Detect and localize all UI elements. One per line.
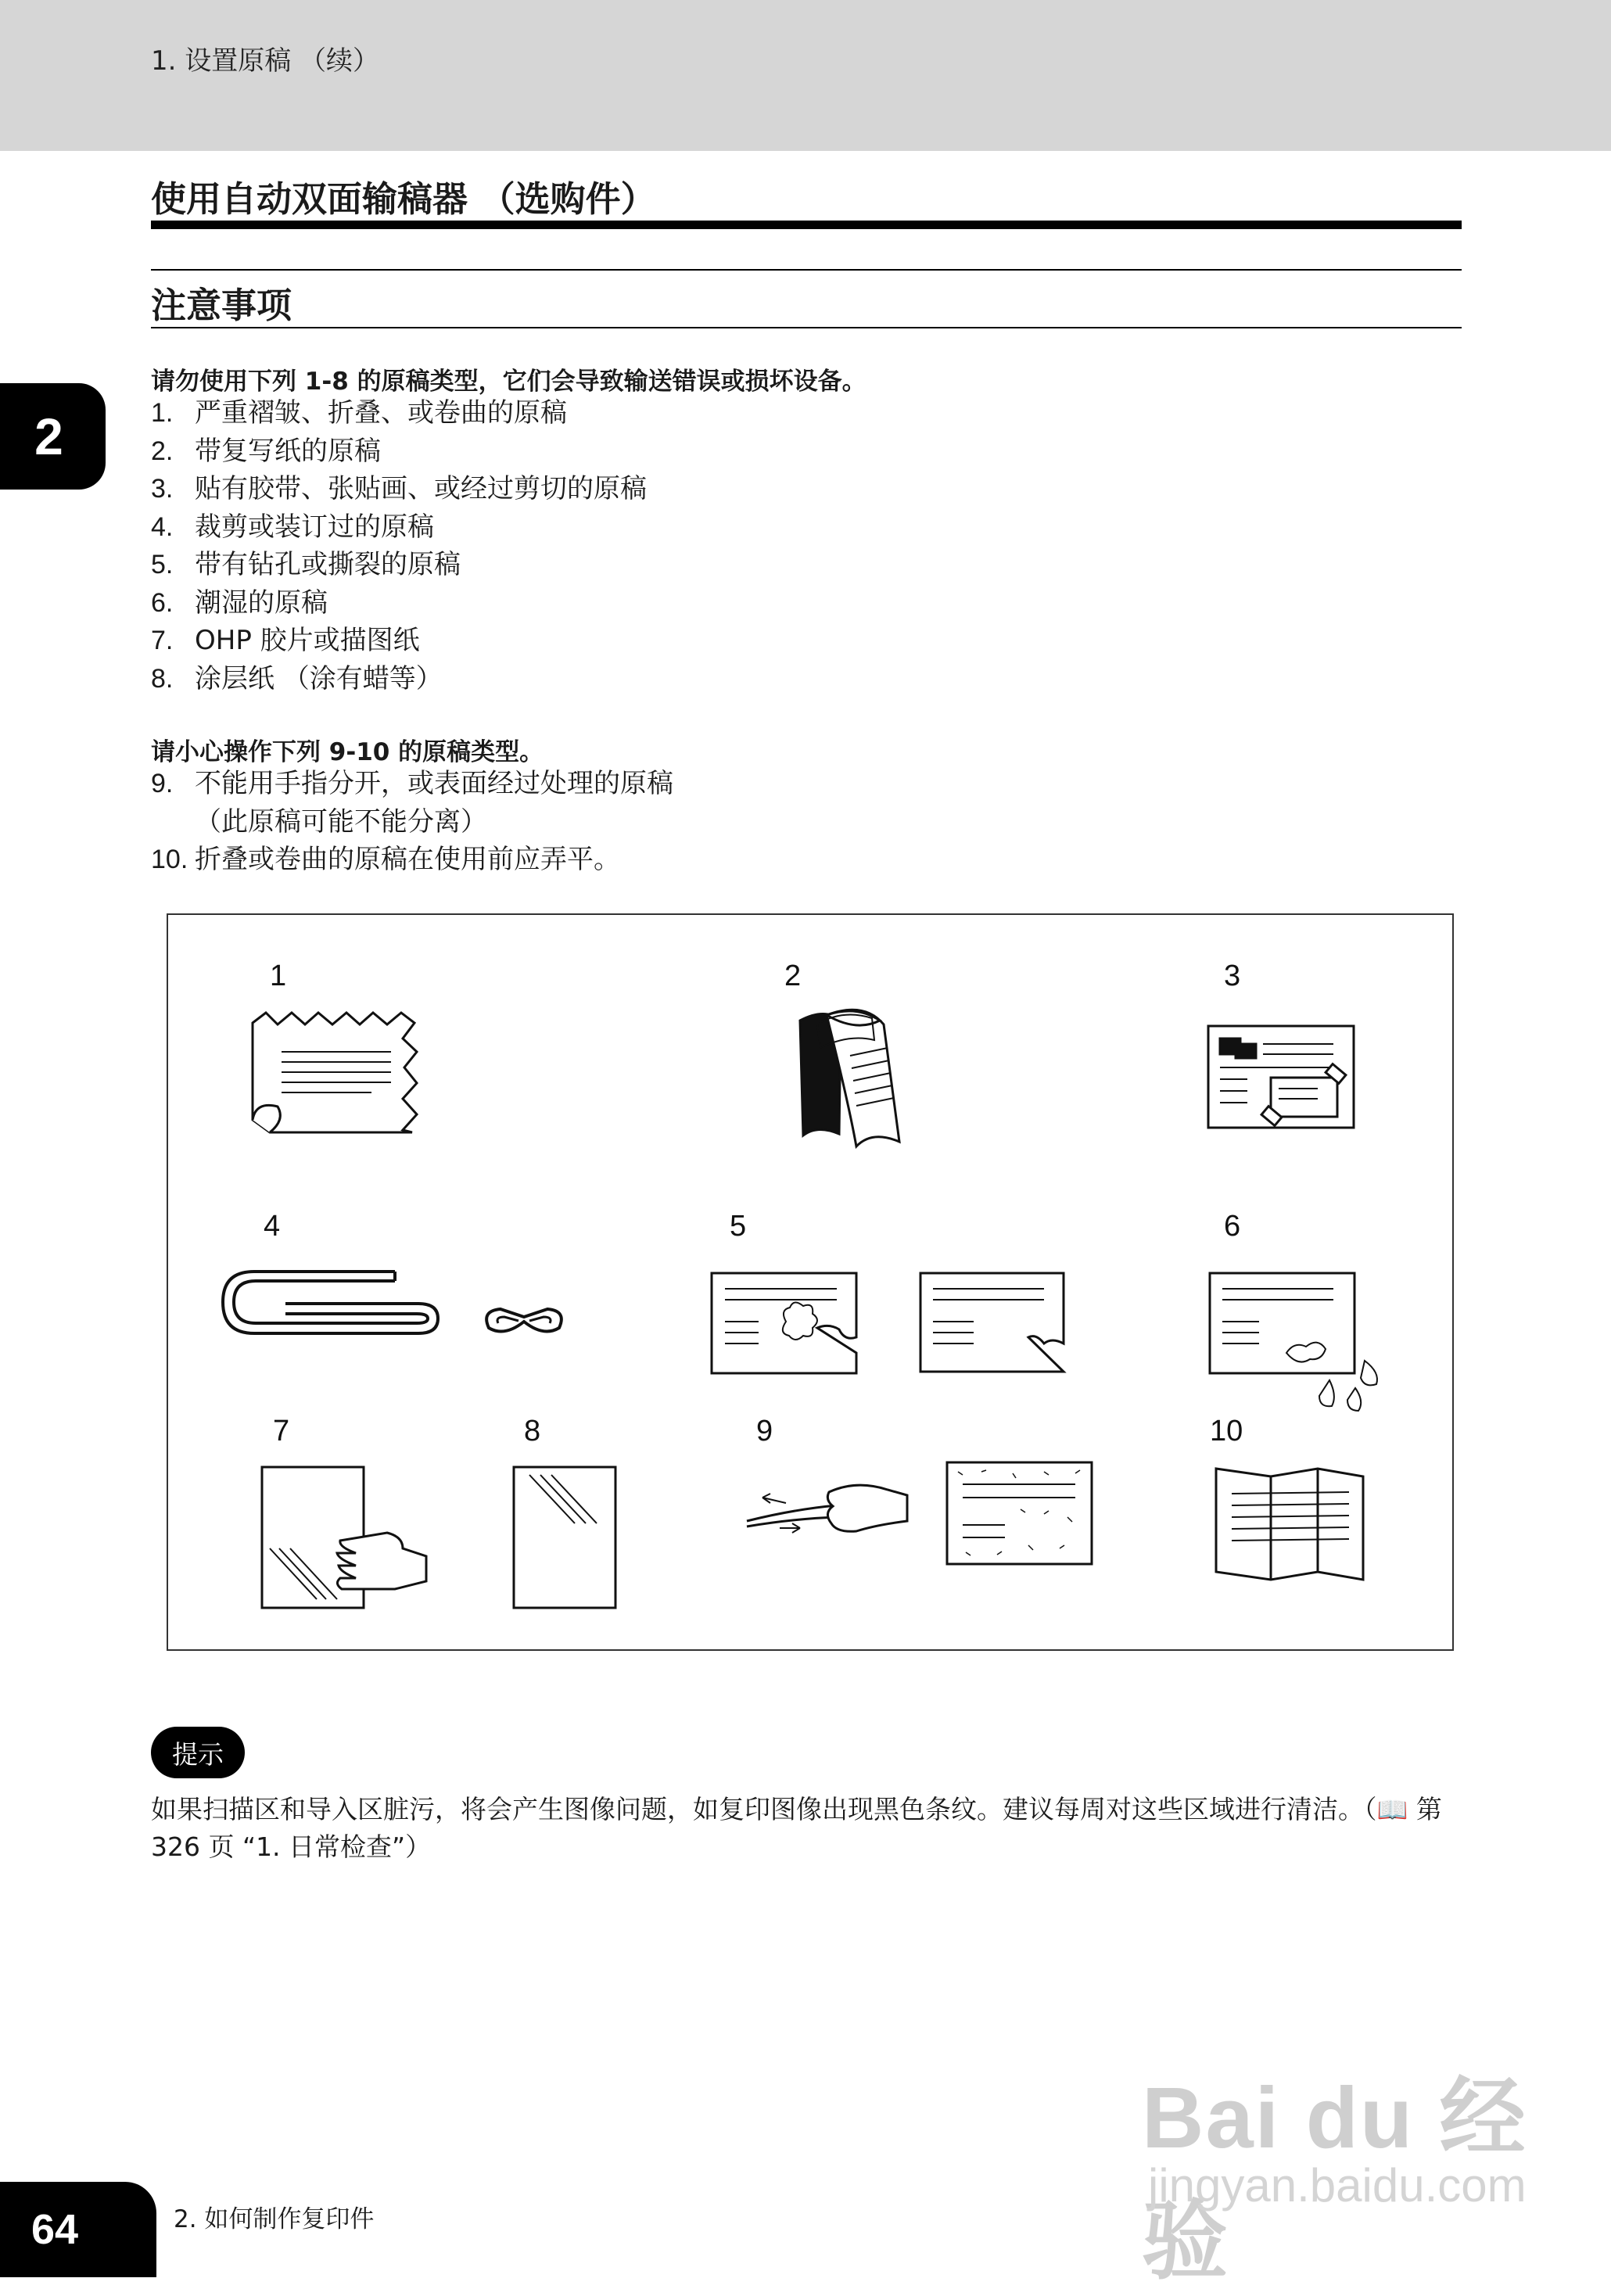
careful-lead: 请小心操作下列 9-10 的原稿类型。: [151, 738, 544, 766]
list-item: [151, 546, 647, 584]
list-item-number: 2.: [151, 436, 174, 466]
list-item-number: 8.: [151, 663, 174, 694]
illustration-svg: [168, 915, 1455, 1652]
hint-text: [151, 1791, 1465, 1866]
list-item: [151, 622, 647, 660]
figure-label-5: 5: [730, 1210, 747, 1243]
list-item-number: 1.: [151, 398, 174, 428]
figure-label-8: 8: [524, 1415, 541, 1448]
list-item: [151, 470, 647, 508]
subsection-rule-bottom: [151, 327, 1462, 328]
folded-paper-icon: [1216, 1469, 1363, 1580]
list-item-text: 裁剪或装订过的原稿: [195, 511, 434, 543]
list-item-number: 9.: [151, 769, 174, 798]
figure-label-1: 1: [270, 960, 287, 992]
list-item-number: 4.: [151, 511, 174, 542]
list-item: [151, 584, 647, 622]
list-item-text: 不能用手指分开，或表面经过处理的原稿: [195, 768, 673, 799]
torn-paper-icon: [712, 1273, 1064, 1373]
hint-text-before: 如果扫描区和导入区脏污，将会产生图像问题，如复印图像出现黑色条纹。建议每周对这些区域进行清洁。（: [151, 1794, 1377, 1824]
page-number: 64: [0, 2182, 156, 2277]
prohibited-list: [151, 394, 647, 698]
running-head: 1. 设置原稿 （续）: [151, 45, 380, 77]
section-title: 使用自动双面输稿器 （选购件）: [151, 178, 656, 220]
figure-label-9: 9: [756, 1415, 773, 1448]
list-item-number: 10.: [151, 845, 188, 874]
prohibited-lead: 请勿使用下列 1-8 的原稿类型，它们会导致输送错误或损坏设备。: [151, 368, 866, 396]
list-item-note-text: （此原稿可能不能分离）: [195, 805, 487, 838]
list-item: [151, 765, 673, 803]
treated-surface-icon: [947, 1462, 1092, 1564]
list-item-text: 涂层纸 （涂有蜡等）: [195, 662, 443, 694]
hint-text-after: 第 326 页 “1. 日常检查”）: [151, 1794, 1442, 1862]
ohp-film-icon: [262, 1467, 426, 1608]
subsection-title: 注意事项: [151, 285, 292, 326]
list-item-text: 带复写纸的原稿: [195, 435, 381, 467]
hint-badge: 提示: [151, 1727, 245, 1778]
tracing-paper-icon: [514, 1467, 615, 1608]
list-item-number: 7.: [151, 626, 174, 655]
staple-icon: [486, 1309, 562, 1332]
wet-paper-icon: [1210, 1273, 1377, 1411]
figure-label-4: 4: [264, 1210, 281, 1243]
watermark-url: jingyan.baidu.com: [1148, 2159, 1527, 2212]
taped-paper-icon: [1208, 1026, 1354, 1128]
list-item-note: [151, 803, 673, 841]
section-rule: [151, 221, 1462, 229]
list-item-text: 带有钻孔或撕裂的原稿: [195, 549, 461, 580]
book-icon: 📖: [1376, 1795, 1408, 1824]
list-item-text: 潮湿的原稿: [195, 587, 328, 619]
list-item-text: 折叠或卷曲的原稿在使用前应弄平。: [195, 844, 620, 875]
list-item: [151, 432, 647, 471]
list-item-text: 贴有胶带、张贴画、或经过剪切的原稿: [195, 473, 647, 504]
figure-label-3: 3: [1224, 960, 1241, 992]
figure-label-6: 6: [1224, 1210, 1241, 1243]
footer-chapter: 2. 如何制作复印件: [174, 2205, 375, 2233]
list-item-number: 6.: [151, 587, 174, 618]
subsection-rule-top: [151, 269, 1462, 271]
figure-label-10: 10: [1210, 1415, 1243, 1448]
figure-label-7: 7: [273, 1415, 290, 1448]
list-item: [151, 841, 673, 879]
illustration-panel: [167, 913, 1454, 1651]
list-item-text: OHP 胶片或描图纸: [195, 625, 420, 656]
careful-list: [151, 765, 673, 879]
list-item-text: 严重褶皱、折叠、或卷曲的原稿: [195, 397, 567, 429]
list-item: [151, 660, 647, 698]
finger-separate-icon: [747, 1485, 907, 1533]
chapter-tab: 2: [0, 383, 106, 490]
list-item-number: 3.: [151, 474, 174, 504]
list-item: [151, 394, 647, 432]
watermark-logo: Bai du 经验: [1142, 2070, 1527, 2290]
wrinkled-paper-icon: [253, 1013, 417, 1132]
paper-clip-icon: [223, 1272, 438, 1333]
list-item-number: 5.: [151, 550, 174, 579]
figure-label-2: 2: [784, 960, 802, 992]
list-item: [151, 508, 647, 547]
carbon-paper-icon: [800, 1010, 899, 1146]
